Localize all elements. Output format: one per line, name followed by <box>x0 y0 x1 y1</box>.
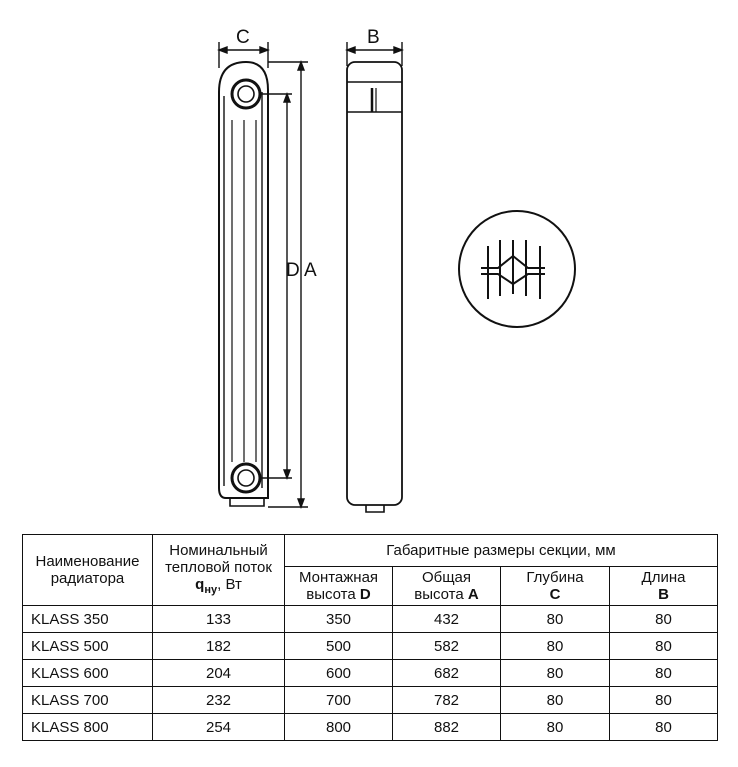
cell-depth: 80 <box>501 633 610 660</box>
cell-mount: 800 <box>285 714 393 741</box>
cross-section-detail <box>459 211 575 327</box>
cell-total: 432 <box>393 606 501 633</box>
specs-table <box>22 534 718 741</box>
cell-length: 80 <box>610 714 718 741</box>
cell-depth: 80 <box>501 606 610 633</box>
cell-mount: 700 <box>285 687 393 714</box>
cell-mount: 350 <box>285 606 393 633</box>
table-row <box>23 633 718 660</box>
header-depth <box>501 567 610 606</box>
header-length-label: Длина <box>641 569 686 586</box>
header-flow-unit: , Вт <box>217 575 242 593</box>
cell-total: 682 <box>393 660 501 687</box>
cell-flow: 133 <box>153 606 285 633</box>
cell-name: KLASS 800 <box>23 714 153 741</box>
header-mount-height <box>285 567 393 606</box>
side-view <box>219 62 268 506</box>
header-length-symbol: B <box>658 586 669 603</box>
cell-length: 80 <box>610 606 718 633</box>
dimension-c-label: C <box>236 27 250 48</box>
header-mount-height-label: Монтажная высота <box>298 569 379 603</box>
table-row <box>23 714 718 741</box>
cell-length: 80 <box>610 633 718 660</box>
front-view <box>347 62 402 512</box>
cell-name: KLASS 350 <box>23 606 153 633</box>
cell-mount: 600 <box>285 660 393 687</box>
header-name: Наименование радиатора <box>23 535 153 606</box>
cell-length: 80 <box>610 660 718 687</box>
cell-flow: 182 <box>153 633 285 660</box>
header-total-height-label: Общая высота <box>414 569 472 603</box>
header-length <box>610 567 718 606</box>
cell-name: KLASS 700 <box>23 687 153 714</box>
header-mount-symbol: D <box>359 586 371 603</box>
cell-total: 782 <box>393 687 501 714</box>
header-flow-subscript: ну <box>204 583 218 596</box>
header-flow-symbol: q <box>195 575 205 593</box>
dimension-d <box>262 94 292 478</box>
header-flow-label: Номинальный тепловой поток <box>165 541 272 576</box>
cell-mount: 500 <box>285 633 393 660</box>
header-dims-group: Габаритные размеры секции, мм <box>285 535 718 567</box>
cell-flow: 254 <box>153 714 285 741</box>
dimension-a <box>268 62 308 507</box>
cell-flow: 232 <box>153 687 285 714</box>
header-total-height <box>393 567 501 606</box>
dimension-a-label: A <box>304 260 317 281</box>
header-total-symbol: A <box>467 586 479 603</box>
cell-depth: 80 <box>501 687 610 714</box>
header-depth-label: Глубина <box>526 569 584 586</box>
cell-total: 882 <box>393 714 501 741</box>
table-row <box>23 687 718 714</box>
dimension-b-label: B <box>367 27 380 48</box>
cell-name: KLASS 600 <box>23 660 153 687</box>
cell-flow: 204 <box>153 660 285 687</box>
cell-depth: 80 <box>501 660 610 687</box>
table-row <box>23 606 718 633</box>
dimension-d-label: D <box>286 260 300 281</box>
table-row <box>23 660 718 687</box>
header-flow <box>153 535 285 606</box>
cell-length: 80 <box>610 687 718 714</box>
cell-total: 582 <box>393 633 501 660</box>
header-depth-symbol: C <box>549 586 561 603</box>
header-row-top <box>23 535 718 567</box>
cell-name: KLASS 500 <box>23 633 153 660</box>
cell-depth: 80 <box>501 714 610 741</box>
